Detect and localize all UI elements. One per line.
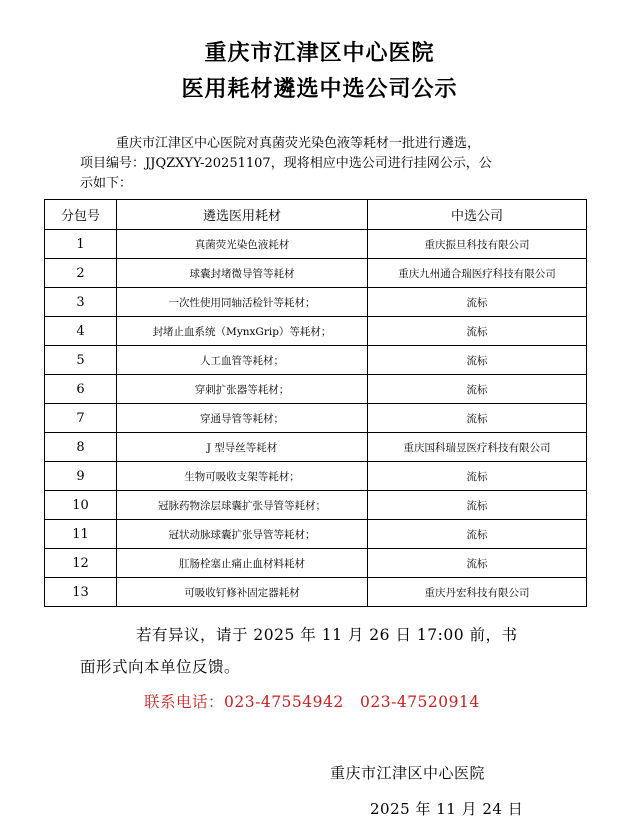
contact-label: 联系电话： <box>144 693 225 711</box>
objection-notice-line-1: 若有异议，请于 2025 年 11 月 26 日 17:00 前，书 <box>136 626 518 644</box>
table-row <box>45 288 587 317</box>
objection-notice-line-2: 面形式向本单位反馈。 <box>80 658 241 676</box>
table-row <box>45 578 587 607</box>
table-row <box>45 259 587 288</box>
header-material: 遴选医用耗材 <box>117 200 368 230</box>
package-no-cell: 13 <box>45 578 117 607</box>
material-cell: 一次性使用同轴活检针等耗材； <box>117 288 368 317</box>
company-cell: 流标 <box>368 549 587 578</box>
phone-number-1: 023-47554942 <box>224 693 344 711</box>
material-cell: 可吸收钉修补固定器耗材 <box>117 578 368 607</box>
table-row <box>45 433 587 462</box>
package-no-cell: 4 <box>45 317 117 346</box>
package-no-cell: 8 <box>45 433 117 462</box>
material-cell: 封堵止血系统（MynxGrip）等耗材； <box>117 317 368 346</box>
company-cell: 重庆振旦科技有限公司 <box>368 230 587 259</box>
material-cell: 球囊封堵微导管等耗材 <box>117 259 368 288</box>
phone-number-2: 023-47520914 <box>360 693 480 711</box>
project-number: JJQZXYY-20251107 <box>145 156 271 171</box>
selection-table <box>44 199 587 607</box>
table-row <box>45 317 587 346</box>
material-cell: 冠脉药物涂层球囊扩张导管等耗材； <box>117 491 368 520</box>
company-cell: 重庆九州通合瑞医疗科技有限公司 <box>368 259 587 288</box>
company-cell: 流标 <box>368 346 587 375</box>
page-subtitle: 医用耗材遴选中选公司公示 <box>181 77 458 102</box>
package-no-cell: 11 <box>45 520 117 549</box>
company-cell: 重庆国科瑞昱医疗科技有限公司 <box>368 433 587 462</box>
material-cell: 真菌荧光染色液耗材 <box>117 230 368 259</box>
header-company: 中选公司 <box>368 200 587 230</box>
material-cell: J 型导丝等耗材 <box>117 433 368 462</box>
contact-phone <box>144 690 480 712</box>
package-no-cell: 2 <box>45 259 117 288</box>
intro-line-3: 示如下： <box>80 176 133 191</box>
project-no-label: 项目编号： <box>80 156 146 171</box>
intro-line-2 <box>80 154 570 174</box>
table-row <box>45 462 587 491</box>
package-no-cell: 6 <box>45 375 117 404</box>
page-title: 重庆市江津区中心医院 <box>204 41 435 66</box>
package-no-cell: 7 <box>45 404 117 433</box>
material-cell: 人工血管等耗材； <box>117 346 368 375</box>
header-package-no: 分包号 <box>45 200 117 230</box>
package-no-cell: 12 <box>45 549 117 578</box>
table-row <box>45 520 587 549</box>
table-row <box>45 549 587 578</box>
company-cell: 流标 <box>368 404 587 433</box>
material-cell: 穿通导管等耗材； <box>117 404 368 433</box>
company-cell: 流标 <box>368 491 587 520</box>
table-row <box>45 404 587 433</box>
material-cell: 肛肠栓塞止痛止血材料耗材 <box>117 549 368 578</box>
company-cell: 流标 <box>368 288 587 317</box>
signature-org: 重庆市江津区中心医院 <box>330 764 486 782</box>
signature-date: 2025 年 11 月 24 日 <box>370 800 524 818</box>
table-row <box>45 375 587 404</box>
package-no-cell: 5 <box>45 346 117 375</box>
intro-line-1: 重庆市江津区中心医院对真菌荧光染色液等耗材一批进行遴选， <box>116 136 481 151</box>
package-no-cell: 3 <box>45 288 117 317</box>
intro-line-2-suffix: ，现将相应中选公司进行挂网公示，公 <box>270 156 492 171</box>
material-cell: 冠状动脉球囊扩张导管等耗材； <box>117 520 368 549</box>
company-cell: 流标 <box>368 462 587 491</box>
package-no-cell: 10 <box>45 491 117 520</box>
company-cell: 重庆丹宏科技有限公司 <box>368 578 587 607</box>
table-header-row <box>45 200 587 230</box>
company-cell: 流标 <box>368 375 587 404</box>
company-cell: 流标 <box>368 520 587 549</box>
company-cell: 流标 <box>368 317 587 346</box>
table-row <box>45 230 587 259</box>
material-cell: 生物可吸收支架等耗材； <box>117 462 368 491</box>
table-row <box>45 491 587 520</box>
package-no-cell: 1 <box>45 230 117 259</box>
table-row <box>45 346 587 375</box>
package-no-cell: 9 <box>45 462 117 491</box>
material-cell: 穿刺扩张器等耗材； <box>117 375 368 404</box>
